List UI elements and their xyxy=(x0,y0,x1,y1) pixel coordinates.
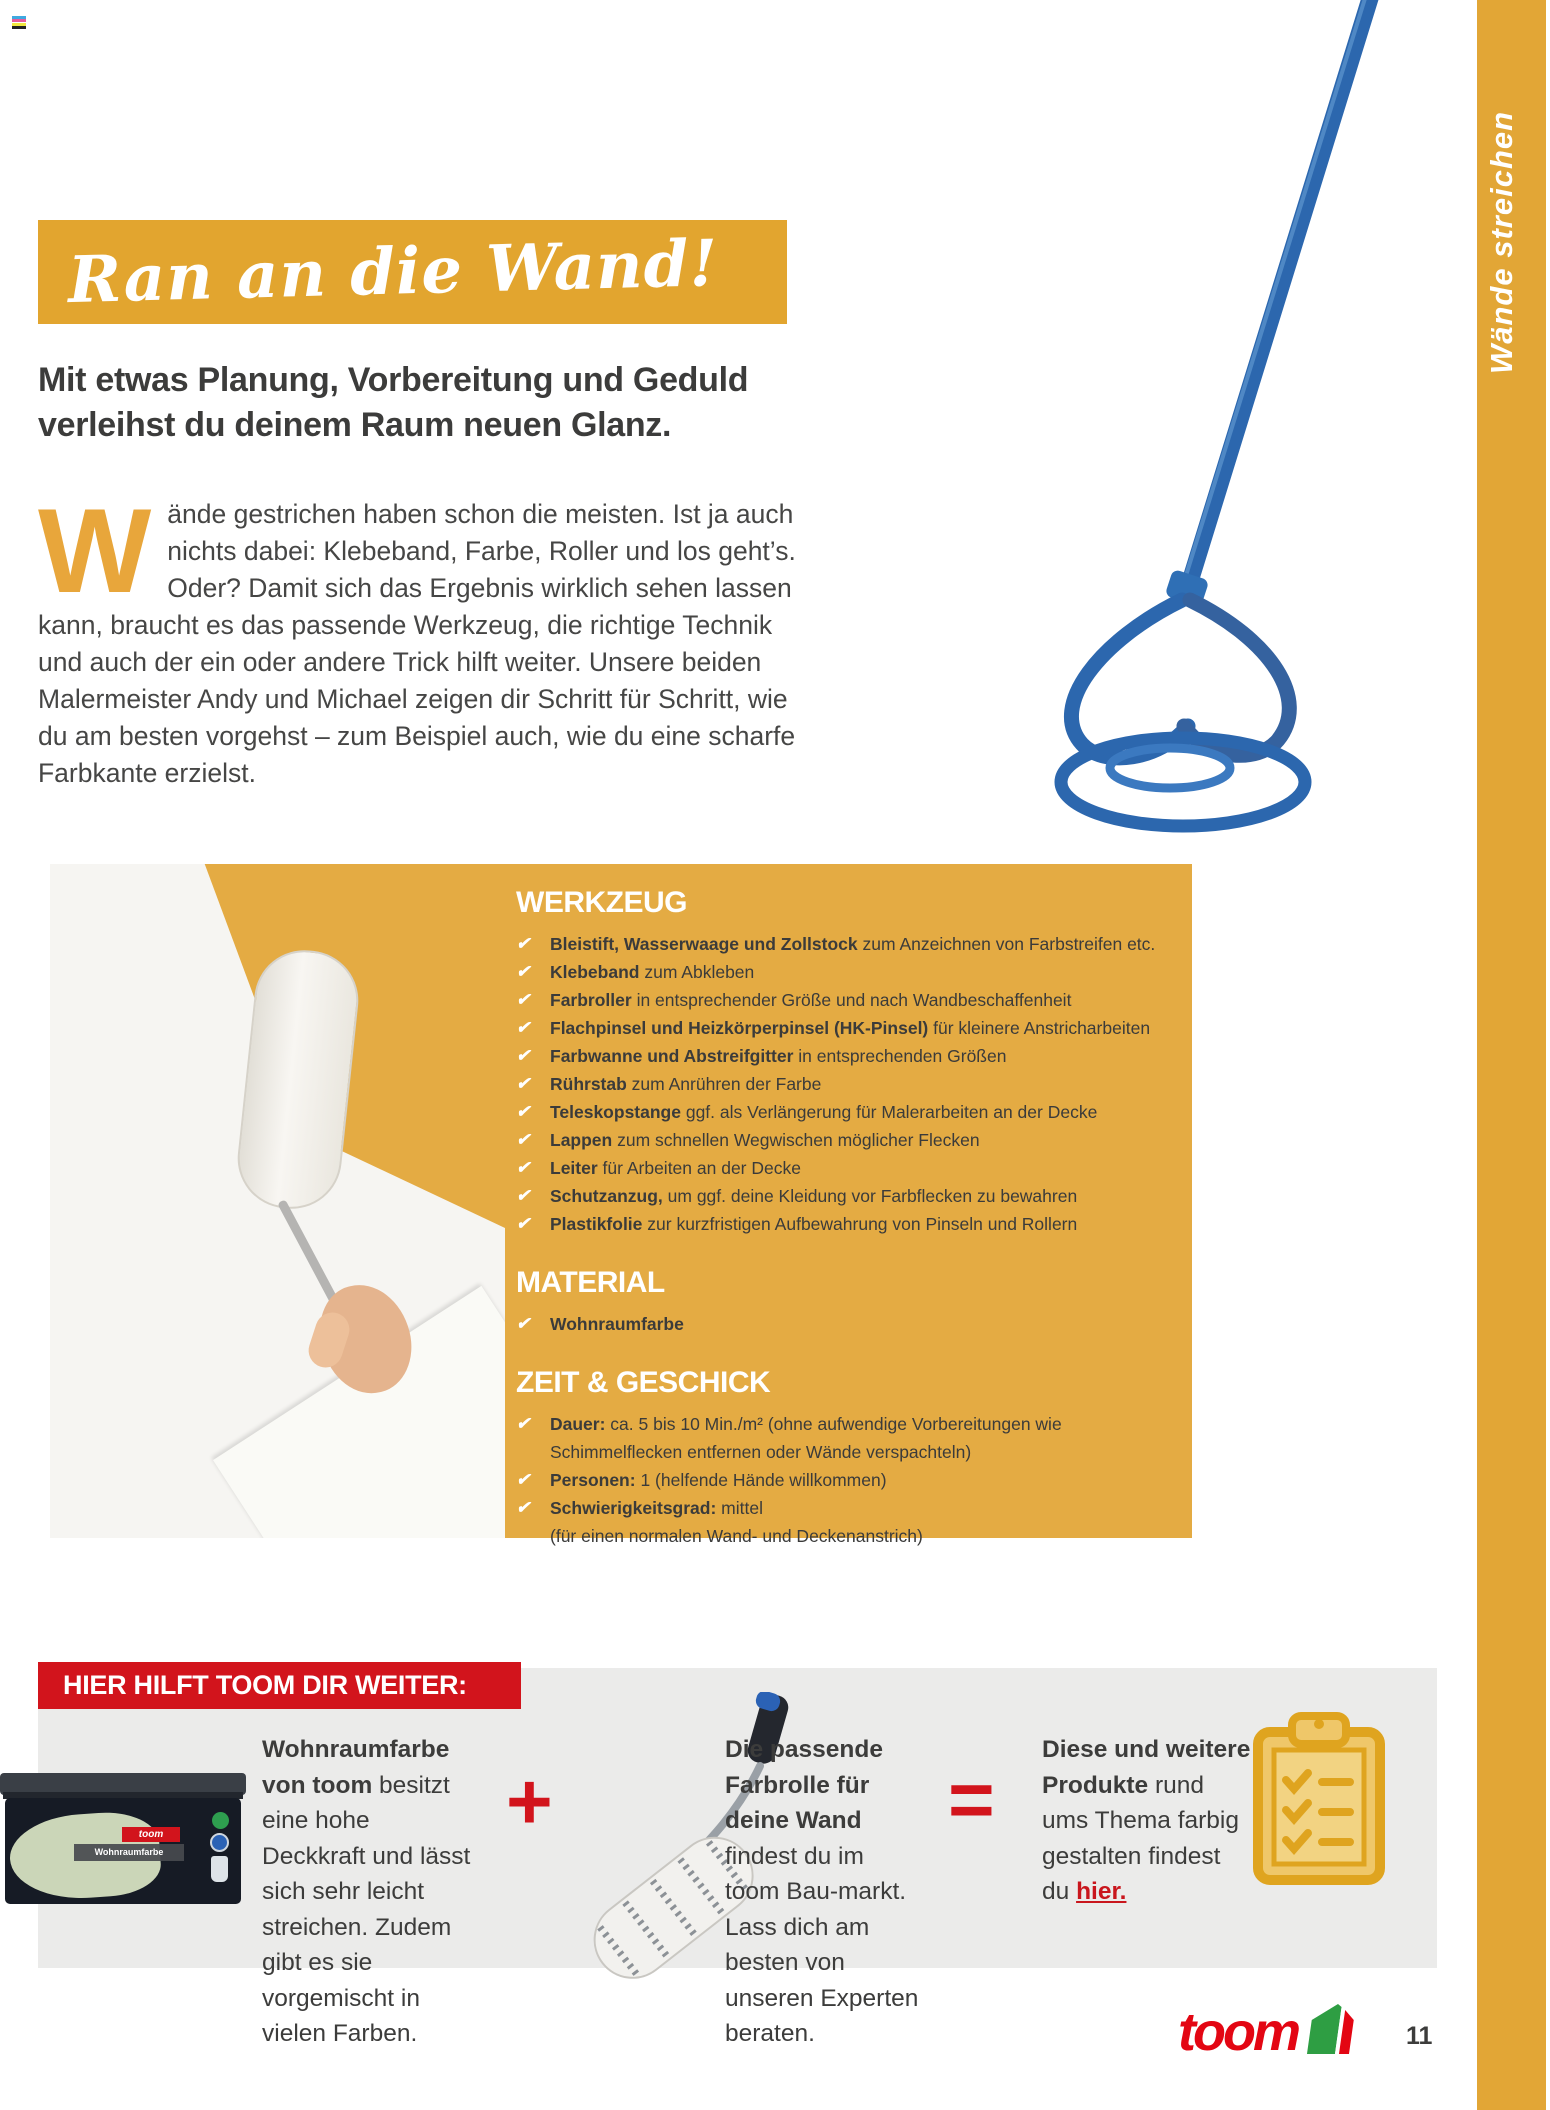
title-banner xyxy=(38,220,787,324)
list-item: ✔ Schwierigkeitsgrad: mittel (für einen normalen Wand- und Deckenanstrich) xyxy=(516,1494,1176,1550)
item-note: Schimmelflecken entfernen oder Wände verspachteln) xyxy=(550,1442,972,1462)
painting-photo xyxy=(50,864,505,1538)
list-item: ✔ Klebeband zum Abkleben xyxy=(516,958,1176,986)
toom-logo-house-icon xyxy=(1304,2004,1358,2056)
headline xyxy=(38,358,748,448)
check-icon: ✔ xyxy=(516,1018,531,1037)
check-icon: ✔ xyxy=(516,1314,531,1333)
list-item: ✔ Schutzanzug, um ggf. deine Kleidung vor Farbflecken zu bewahren xyxy=(516,1182,1176,1210)
bucket-green-badge xyxy=(212,1812,229,1829)
title-banner-text: Ran an die Wand! xyxy=(67,225,720,318)
bucket-blue-badge xyxy=(210,1833,229,1852)
plus-sign: + xyxy=(506,1757,553,1846)
check-icon: ✔ xyxy=(516,962,531,981)
headline-line1: Mit etwas Planung, Vorbereitung und Geduld xyxy=(38,361,749,399)
list-item: ✔ Farbroller in entsprechender Größe und nach Wandbeschaffenheit xyxy=(516,986,1176,1014)
check-icon: ✔ xyxy=(516,1186,531,1205)
help-col-roller: Die passende Farbrolle für deine Wand findest du im toom Bau-markt. Lass dich am besten von unseren Experten beraten. xyxy=(725,1736,919,2047)
page-number: 11 xyxy=(1406,2022,1433,2050)
list-item: ✔ Personen: 1 (helfende Hände willkommen) xyxy=(516,1466,1176,1494)
list-item: ✔ Teleskopstange ggf. als Verlängerung für Malerarbeiten an der Decke xyxy=(516,1098,1176,1126)
section-title-zeit-geschick: ZEIT & GESCHICK xyxy=(516,1366,771,1399)
bucket-brand-strip: toom xyxy=(122,1827,180,1842)
check-icon: ✔ xyxy=(516,1214,531,1233)
print-registration-mark xyxy=(12,16,26,29)
check-icon: ✔ xyxy=(516,934,531,953)
list-item: ✔ Wohnraumfarbe xyxy=(516,1310,1176,1338)
list-item: ✔ Leiter für Arbeiten an der Decke xyxy=(516,1154,1176,1182)
chapter-label: Wände streichen xyxy=(1484,110,1519,374)
check-icon: ✔ xyxy=(516,1102,531,1121)
list-item: ✔ Farbwanne und Abstreifgitter in entsprechenden Größen xyxy=(516,1042,1176,1070)
list-item: ✔ Flachpinsel und Heizkörperpinsel (HK-Pinsel) für kleinere Anstricharbeiten xyxy=(516,1014,1176,1042)
intro-paragraph xyxy=(38,484,804,792)
check-icon: ✔ xyxy=(516,1130,531,1149)
info-box xyxy=(50,864,1192,1546)
check-icon: ✔ xyxy=(516,1046,531,1065)
checklist-icon xyxy=(1238,1708,1398,1898)
toom-logo xyxy=(1178,2004,1358,2060)
info-column xyxy=(516,886,1176,1550)
bucket-label: Wohnraumfarbe xyxy=(74,1844,184,1861)
headline-line2: verleihst du deinem Raum neuen Glanz. xyxy=(38,406,672,444)
zeit-list xyxy=(516,1410,1176,1550)
list-item: ✔ Lappen zum schnellen Wegwischen möglicher Flecken xyxy=(516,1126,1176,1154)
section-title-werkzeug: WERKZEUG xyxy=(516,886,687,919)
list-item: ✔ Bleistift, Wasserwaage und Zollstock zum Anzeichnen von Farbstreifen etc. xyxy=(516,930,1176,958)
list-item: ✔ Plastikfolie zur kurzfristigen Aufbewahrung von Pinseln und Rollern xyxy=(516,1210,1176,1238)
section-title-material: MATERIAL xyxy=(516,1266,665,1299)
equals-sign: = xyxy=(948,1755,995,1844)
check-icon: ✔ xyxy=(516,1414,531,1433)
check-icon: ✔ xyxy=(516,1074,531,1093)
hier-link[interactable]: hier. xyxy=(1076,1878,1127,1905)
help-banner: HIER HILFT TOOM DIR WEITER: xyxy=(38,1662,521,1709)
toom-logo-text: toom xyxy=(1178,2002,1298,2062)
item-note: (für einen normalen Wand- und Deckenanstrich) xyxy=(550,1526,923,1546)
bucket-shield-badge xyxy=(211,1856,228,1882)
check-icon: ✔ xyxy=(516,1498,531,1517)
help-col-paint: Wohnraumfarbe von toom besitzt eine hohe Deckkraft und lässt sich sehr leicht streichen. Zudem gibt es sie vorgemischt in vielen Farben. xyxy=(262,1736,471,2047)
check-icon: ✔ xyxy=(516,990,531,1009)
dropcap: W xyxy=(38,484,152,618)
check-icon: ✔ xyxy=(516,1470,531,1489)
material-list xyxy=(516,1310,1176,1338)
regmark-black-stripe xyxy=(12,26,26,29)
list-item: ✔ Dauer: ca. 5 bis 10 Min./m² (ohne aufwendige Vorbereitungen wie Schimmelflecken entfernen oder Wände verspachteln) xyxy=(516,1410,1176,1466)
werkzeug-list xyxy=(516,930,1176,1238)
check-icon: ✔ xyxy=(516,1158,531,1177)
list-item: ✔ Rührstab zum Anrühren der Farbe xyxy=(516,1070,1176,1098)
intro-text: ände gestrichen haben schon die meisten. Ist ja auch nichts dabei: Klebeband, Farbe, Roller und los geht’s. Oder? Damit sich das Ergebnis wirklich sehen lassen kann, braucht es das passende Werkzeug, die richtige Technik und auch der ein oder andere Trick hilft weiter. Unsere beiden Malermeister Andy und Michael zeigen dir Schritt für Schritt, wie du am besten vorgehst – zum Beispiel auch, wie du eine scharfe Farbkante erzielst. xyxy=(38,499,796,788)
paint-mixer-image xyxy=(1020,0,1400,860)
help-col-more-products: Diese und weitere Produkte rund ums Thema farbig gestalten findest du hier. xyxy=(1042,1736,1251,1905)
paint-bucket-product-image xyxy=(0,1770,246,1910)
